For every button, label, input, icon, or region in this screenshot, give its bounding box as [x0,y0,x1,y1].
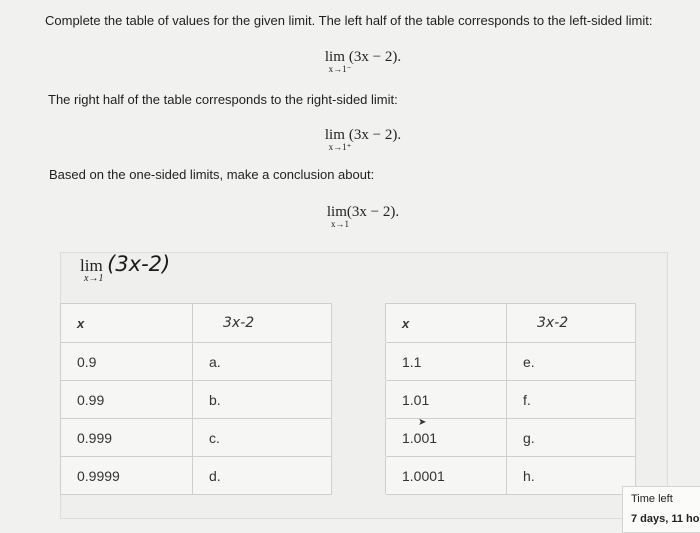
limit-subscript: x→1⁻ [328,64,352,74]
limit-lim: lim [324,127,345,143]
values-table [60,303,636,495]
handwritten-lim: lim [80,256,103,275]
instruction-left-sided: Complete the table of values for the given limit. The left half of the table corresponds to the left-sided limit: [45,13,653,28]
limit-expression: (3x − 2). [348,49,402,65]
header-expr-left: 3x-2 [193,304,332,343]
limit-subscript: x→1⁺ [328,142,352,152]
x-value-left: 0.9 [61,343,193,381]
x-value-right: 1.0001 [386,457,507,495]
handwritten-limit [80,252,170,284]
header-x-left: x [61,304,193,343]
time-left-value: 7 days, 11 ho [631,513,700,525]
answer-blank-f[interactable]: f. [507,381,636,419]
answer-blank-e[interactable]: e. [507,343,636,381]
limit-expression: (3x − 2). [346,204,400,220]
limit-subscript: x→1 [331,219,349,229]
instruction-conclusion: Based on the one-sided limits, make a conclusion about: [49,167,375,182]
table-row [61,343,636,381]
limit-expression: (3x − 2). [348,127,402,143]
instruction-right-sided: The right half of the table corresponds to the right-sided limit: [48,92,398,107]
time-left-label: Time left [631,493,673,505]
handwritten-expression: (3x-2) [107,252,171,276]
header-x-right: x [386,304,507,343]
table-gap [332,457,386,495]
answer-blank-d[interactable]: d. [193,457,332,495]
table-gap [332,419,386,457]
right-sided-limit [318,126,408,153]
answer-blank-g[interactable]: g. [507,419,636,457]
answer-blank-h[interactable]: h. [507,457,636,495]
x-value-right: 1.1 [386,343,507,381]
x-value-right: 1.01 [386,381,507,419]
limit-lim: lim [326,204,347,220]
table-row [61,381,636,419]
x-value-left: 0.9999 [61,457,193,495]
x-value-left: 0.99 [61,381,193,419]
table-row [61,419,636,457]
limit-lim: lim [324,49,345,65]
table-row [61,457,636,495]
x-value-right: 1.001 [386,419,507,457]
table-header-row [61,304,636,343]
handwritten-subscript: x→1 [84,273,104,284]
table-gap [332,381,386,419]
x-value-left: 0.999 [61,419,193,457]
answer-blank-b[interactable]: b. [193,381,332,419]
header-expr-right: 3x-2 [507,304,636,343]
left-sided-limit [318,48,408,75]
answer-blank-c[interactable]: c. [193,419,332,457]
table-gap [332,343,386,381]
answer-blank-a[interactable]: a. [193,343,332,381]
mouse-cursor-icon: ➤ [418,417,427,428]
two-sided-limit [318,203,408,229]
table-gap [332,304,386,343]
